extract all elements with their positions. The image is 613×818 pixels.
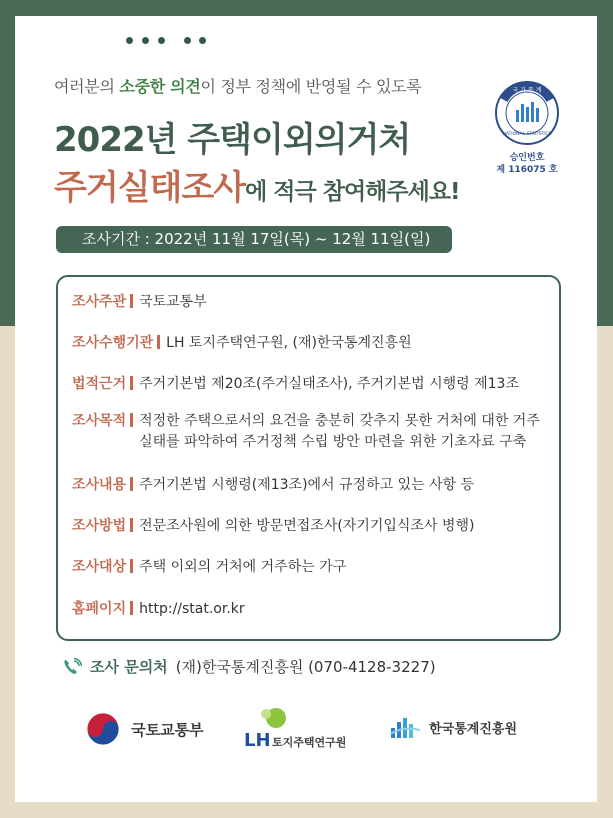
title-call-to-action: 에 적극 참여해주세요! <box>245 179 460 205</box>
approval-number: 제 116075 호 <box>496 165 558 175</box>
info-label: 조사주관 <box>72 294 127 310</box>
lh-logo-text: 토지주택연구원 <box>272 736 347 749</box>
contact-value: (재)한국통계진흥원 (070-4128-3227) <box>175 658 436 676</box>
title-line-2 <box>54 160 460 209</box>
seal-ring-text: NATIONAL STATISTICS <box>502 132 552 137</box>
sponsor-logos <box>86 706 526 756</box>
info-row-target <box>72 556 346 576</box>
decorative-dots <box>126 37 216 47</box>
info-value: 전문조사원에 의한 방문면접조사(자기기입식조사 병행) <box>139 518 475 534</box>
subtitle-highlight: 소중한 의견 <box>119 77 201 96</box>
phone-icon <box>62 658 82 676</box>
title-survey-name: 주거실태조사 <box>54 168 246 208</box>
info-value: 주거기본법 시행령(제13조)에서 규정하고 있는 사항 등 <box>139 477 475 493</box>
info-value-line: 실태를 파악하여 주거정책 수립 방안 마련을 위한 기초자료 구축 <box>139 434 527 450</box>
info-row-method <box>72 515 474 535</box>
contact-label: 조사 문의처 <box>90 658 168 676</box>
info-row-organizer <box>72 291 207 311</box>
info-value: LH 토지주택연구원, (재)한국통계진흥원 <box>166 335 412 351</box>
info-label: 조사방법 <box>72 518 127 534</box>
info-label: 홈페이지 <box>72 601 127 617</box>
title-line-1: 2022년 주택이외의거처 <box>54 120 411 160</box>
kostat-logo <box>390 714 517 740</box>
subtitle: 여러분의 소중한 의견이 정부 정책에 반영될 수 있도록 <box>54 77 422 96</box>
info-value: 주택 이외의 거처에 거주하는 가구 <box>139 559 347 575</box>
info-label: 조사목적 <box>72 413 127 429</box>
info-row-purpose <box>72 411 540 453</box>
info-row-legal-basis <box>72 373 519 393</box>
info-value-line: 적정한 주택으로서의 요건을 충분히 갖추지 못한 거처에 대한 거주 <box>139 413 540 429</box>
info-value: 주거기본법 제20조(주거실태조사), 주거기본법 시행령 제13조 <box>139 376 519 392</box>
kostat-bars-icon <box>390 714 420 740</box>
info-row-homepage <box>72 598 245 618</box>
kostat-logo-text: 한국통계진흥원 <box>429 721 517 737</box>
info-value: 국토교통부 <box>139 294 207 310</box>
info-label: 조사대상 <box>72 559 127 575</box>
contact-info <box>62 656 436 677</box>
lh-logo-mark: LH <box>244 730 271 751</box>
seal-top-text: 국 가 통 계 <box>512 87 542 94</box>
taegeuk-icon <box>86 712 120 746</box>
info-row-executor <box>72 332 412 352</box>
homepage-link[interactable]: http://stat.or.kr <box>139 601 245 617</box>
info-label: 조사내용 <box>72 477 127 493</box>
info-row-content <box>72 474 474 494</box>
molit-logo <box>86 712 204 746</box>
info-label: 법적근거 <box>72 376 127 392</box>
info-label: 조사수행기관 <box>72 335 154 351</box>
national-statistics-seal-icon <box>494 80 560 146</box>
survey-info-box <box>56 275 561 641</box>
approval-label: 승인번호 <box>509 153 545 163</box>
survey-period-banner: 조사기간 : 2022년 11월 17일(목) ~ 12월 11일(일) <box>56 226 452 253</box>
molit-logo-text: 국토교통부 <box>131 720 204 739</box>
